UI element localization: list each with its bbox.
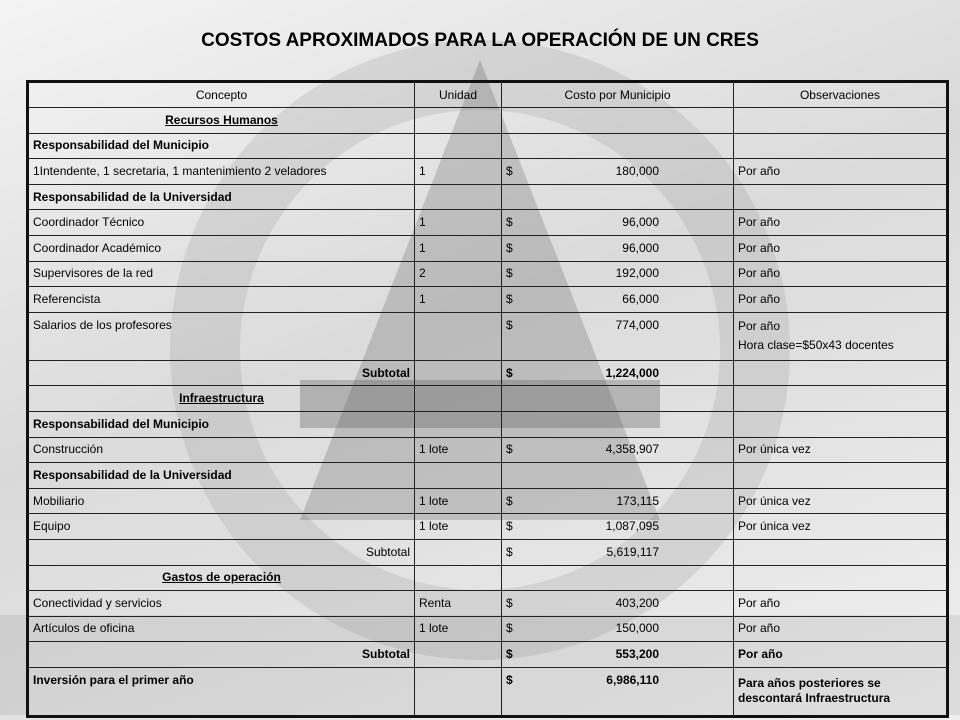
page-title: COSTOS APROXIMADOS PARA LA OPERACIÓN DE UN CRES: [201, 30, 759, 51]
table-row: [28, 210, 948, 236]
concepto-cell: Coordinador Técnico: [28, 210, 415, 236]
section-infraestructura: Infraestructura: [28, 386, 415, 412]
section-row: [28, 386, 948, 412]
obs-line: Por año: [738, 319, 781, 334]
concepto-cell: Equipo: [28, 514, 415, 540]
table-row: [28, 312, 948, 360]
table-row: [28, 488, 948, 514]
unidad-cell: 1 lote: [415, 488, 502, 514]
concepto-cell: Supervisores de la red: [28, 261, 415, 287]
unidad-cell: 1: [415, 235, 502, 261]
subtotal-cost: $ 1,224,000: [502, 360, 734, 386]
section-municipio: Responsabilidad del Municipio: [28, 411, 415, 437]
unidad-cell: 1 lote: [415, 437, 502, 463]
subtotal-cost: $ 553,200: [502, 642, 734, 668]
subtotal-label: Subtotal: [28, 360, 415, 386]
section-universidad: Responsabilidad de la Universidad: [28, 184, 415, 210]
costo-cell: $ 192,000: [502, 261, 734, 287]
concepto-cell: Construcción: [28, 437, 415, 463]
costo-cell: $ 180,000: [502, 159, 734, 185]
costo-cell: $ 150,000: [502, 616, 734, 642]
header-costo: Costo por Municipio: [502, 82, 734, 108]
subtotal-cost: $ 5,619,117: [502, 539, 734, 565]
total-obs: Para años posteriores se descontará Infraestructura: [734, 667, 948, 716]
costo-cell: $ 774,000: [502, 312, 734, 360]
subtotal-row: [28, 539, 948, 565]
table-row: [28, 437, 948, 463]
header-observaciones: Observaciones: [734, 82, 948, 108]
cost-table: [26, 80, 949, 718]
subtotal-label: Subtotal: [28, 539, 415, 565]
unidad-cell: 1: [415, 159, 502, 185]
obs-cell: Por única vez: [734, 437, 948, 463]
obs-cell: Por año: [734, 616, 948, 642]
section-row: [28, 108, 948, 134]
obs-note: Hora clase=$50x43 docentes: [738, 338, 894, 353]
costo-cell: $ 1,087,095: [502, 514, 734, 540]
section-recursos-humanos: Recursos Humanos: [28, 108, 415, 134]
header-unidad: Unidad: [415, 82, 502, 108]
subtotal-row: [28, 360, 948, 386]
header-concepto: Concepto: [28, 82, 415, 108]
obs-cell: Por año: [734, 287, 948, 313]
table-row: [28, 514, 948, 540]
subtotal-row: [28, 642, 948, 668]
costo-cell: $ 96,000: [502, 235, 734, 261]
section-municipio: Responsabilidad del Municipio: [28, 133, 415, 159]
table-row: [28, 235, 948, 261]
costo-cell: $ 96,000: [502, 210, 734, 236]
subtotal-label: Subtotal: [28, 642, 415, 668]
obs-cell: Por año: [734, 210, 948, 236]
table-row: [28, 287, 948, 313]
unidad-cell: 1: [415, 210, 502, 236]
section-gastos-operacion: Gastos de operación: [28, 565, 415, 591]
obs-cell: Por año: [734, 159, 948, 185]
costo-cell: $ 403,200: [502, 591, 734, 617]
costo-cell: $ 66,000: [502, 287, 734, 313]
total-label: Inversión para el primer año: [28, 667, 415, 716]
unidad-cell: 1 lote: [415, 616, 502, 642]
subtotal-obs: Por año: [734, 642, 948, 668]
unidad-cell: 2: [415, 261, 502, 287]
obs-cell: Por única vez: [734, 488, 948, 514]
unidad-cell: 1: [415, 287, 502, 313]
concepto-cell: Mobiliario: [28, 488, 415, 514]
unidad-cell: Renta: [415, 591, 502, 617]
unidad-cell: [415, 312, 502, 360]
section-universidad: Responsabilidad de la Universidad: [28, 463, 415, 489]
section-row: [28, 133, 948, 159]
section-row: [28, 463, 948, 489]
concepto-cell: Artículos de oficina: [28, 616, 415, 642]
total-row: [28, 667, 948, 716]
obs-cell: Por año: [734, 261, 948, 287]
costo-cell: $ 4,358,907: [502, 437, 734, 463]
table-row: [28, 261, 948, 287]
total-cost: $ 6,986,110: [502, 667, 734, 716]
table-row: [28, 159, 948, 185]
obs-cell: Por año: [734, 235, 948, 261]
concepto-cell: Conectividad y servicios: [28, 591, 415, 617]
section-row: [28, 184, 948, 210]
concepto-cell: Coordinador Académico: [28, 235, 415, 261]
obs-cell: Por año: [734, 591, 948, 617]
unidad-cell: 1 lote: [415, 514, 502, 540]
section-row: [28, 411, 948, 437]
obs-cell: [734, 312, 948, 360]
table-header-row: [28, 82, 948, 108]
concepto-cell: Salarios de los profesores: [28, 312, 415, 360]
concepto-cell: 1Intendente, 1 secretaria, 1 mantenimiento 2 veladores: [28, 159, 415, 185]
obs-cell: Por única vez: [734, 514, 948, 540]
costo-cell: $ 173,115: [502, 488, 734, 514]
section-row: [28, 565, 948, 591]
concepto-cell: Referencista: [28, 287, 415, 313]
table-row: [28, 591, 948, 617]
table-row: [28, 616, 948, 642]
